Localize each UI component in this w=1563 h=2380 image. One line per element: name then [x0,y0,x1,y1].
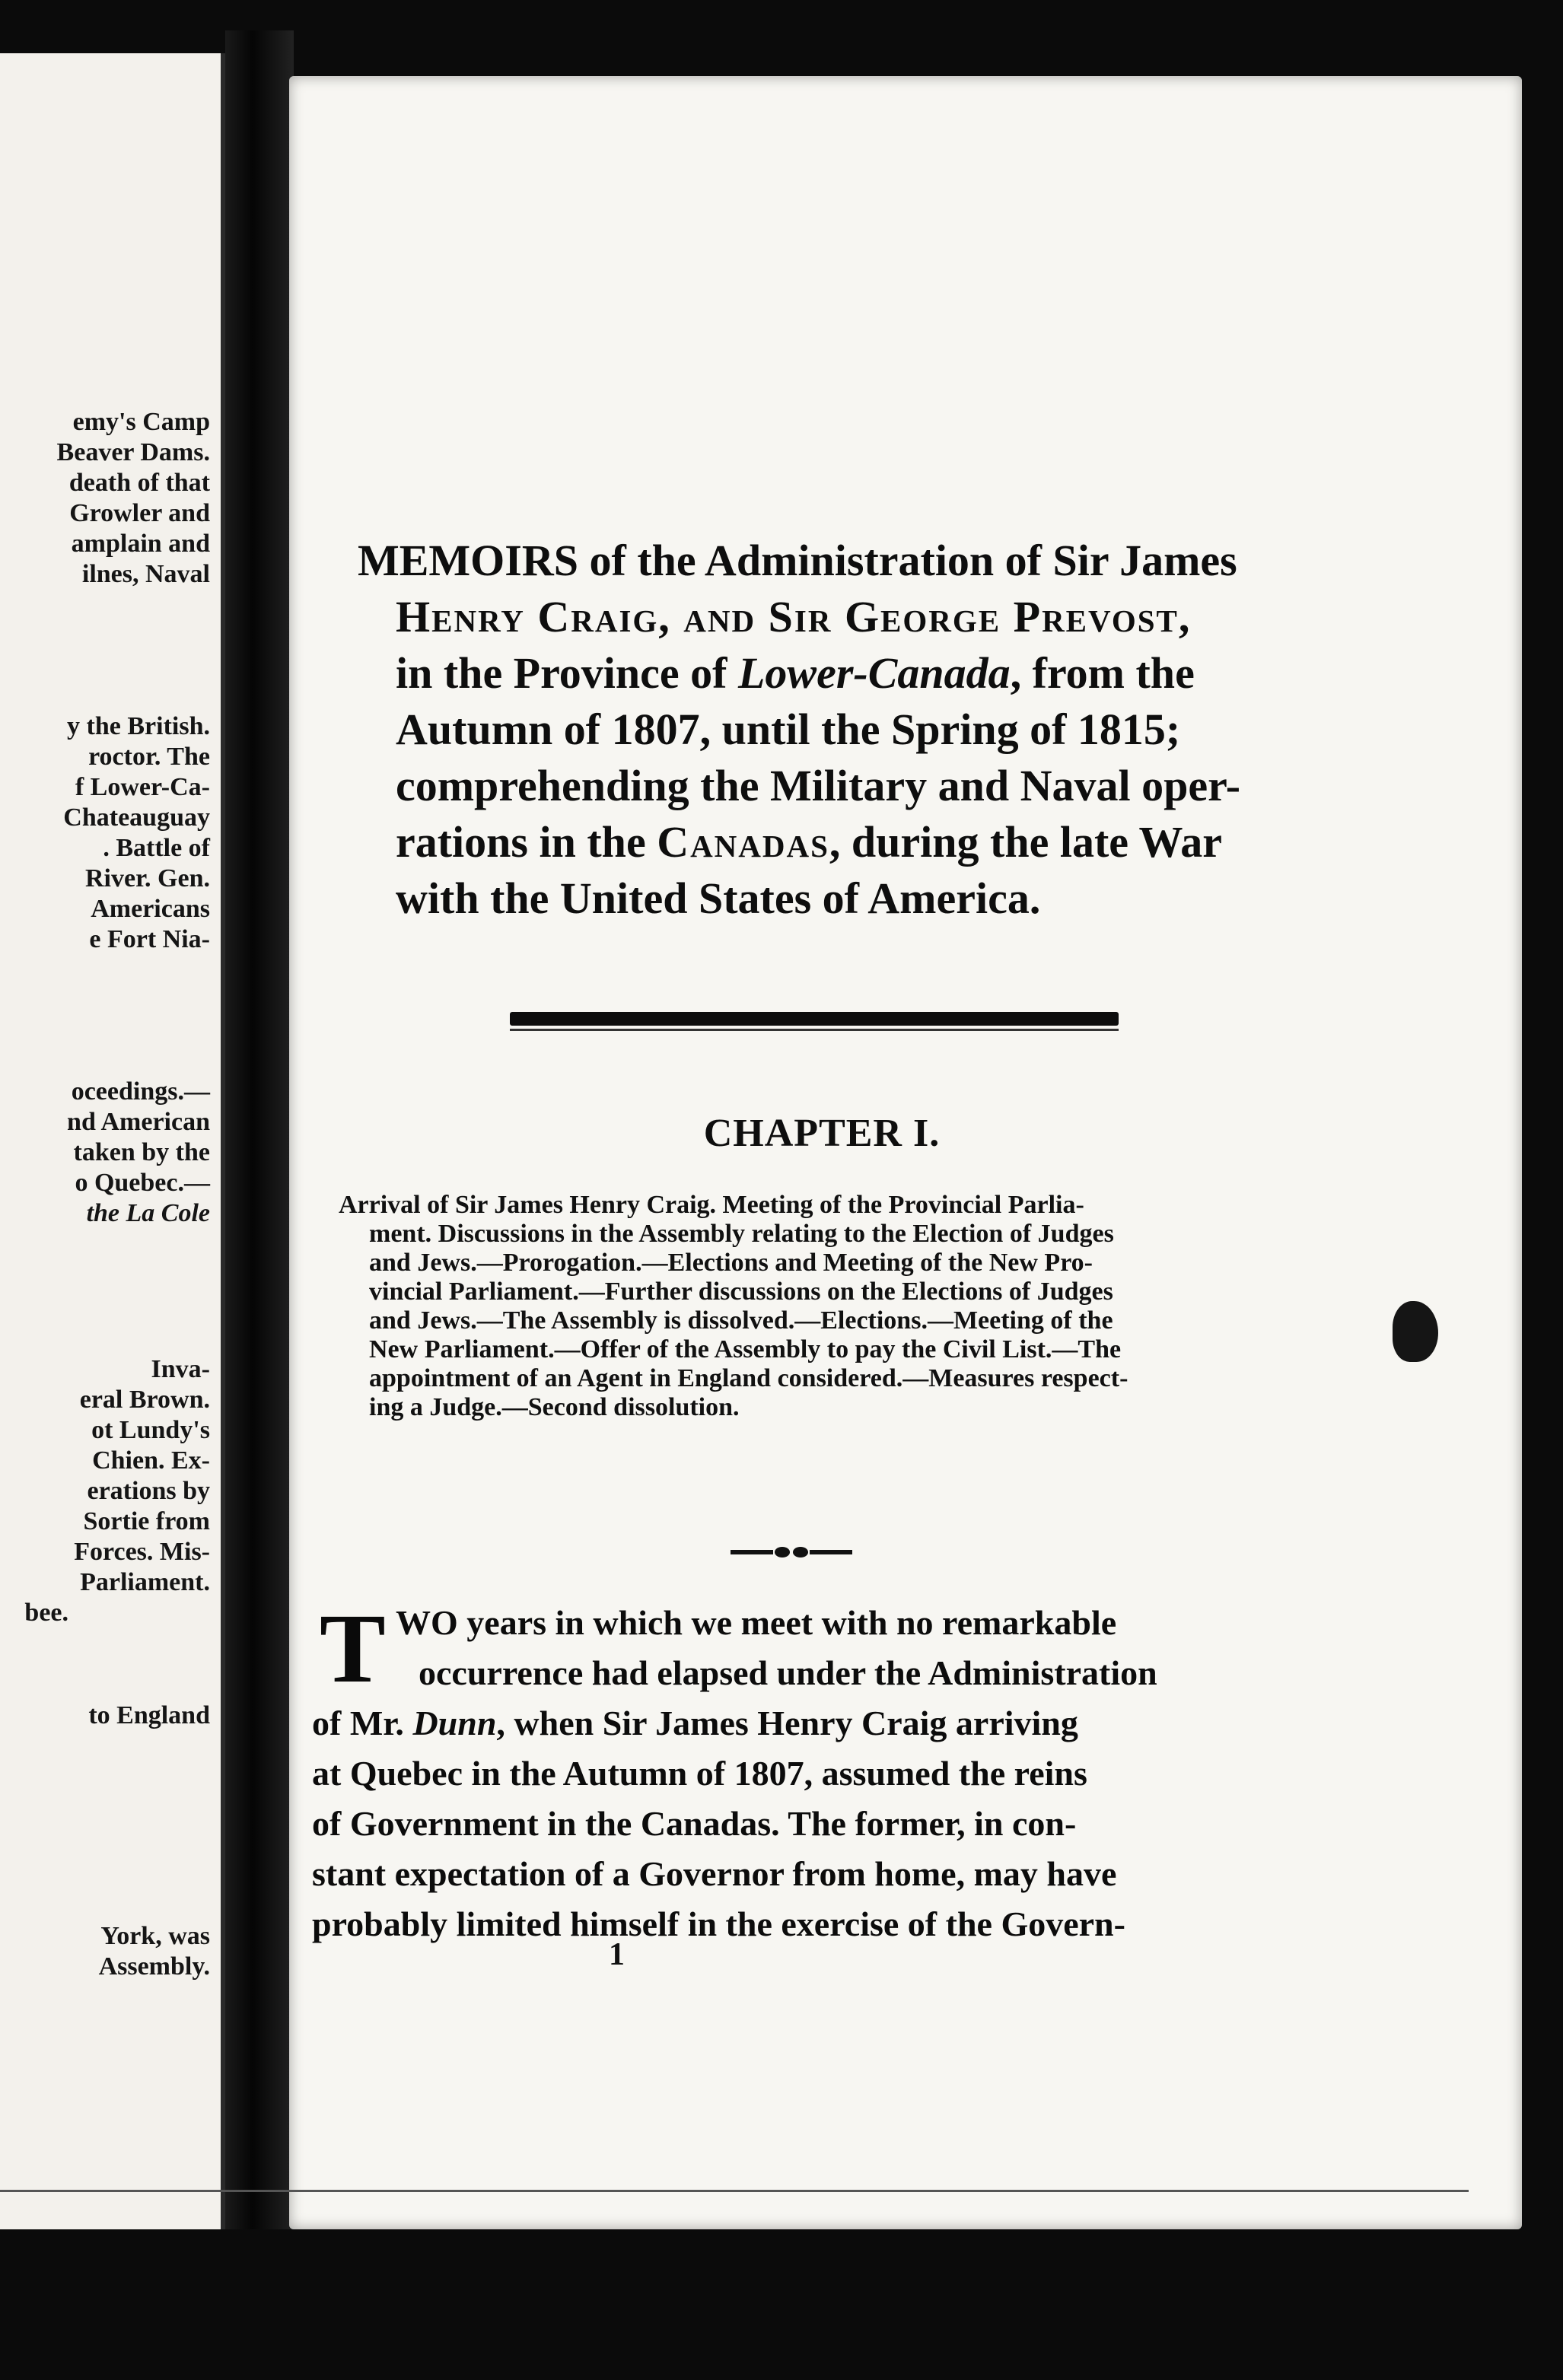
left-text-line: bee. [24,1599,68,1627]
summary-line: ing a Judge.—Second dissolution. [369,1393,740,1421]
title-line-3a: in the Province of [396,648,738,698]
title-rule-thin [510,1029,1119,1031]
summary-line: ment. Discussions in the Assembly relating to the Election of Judges [369,1220,1114,1248]
title-line-3c: , from the [1010,648,1195,698]
left-text-line: amplain and [71,530,210,558]
summary-line: appointment of an Agent in England considered.—Measures respect- [369,1364,1128,1392]
body-line-3a: of Mr. [312,1704,413,1742]
left-text-line: Growler and [69,499,210,527]
left-text-line: o Quebec.— [75,1169,210,1197]
drop-cap: T [320,1594,386,1704]
left-text-line: Americans [91,895,210,923]
left-text-line: Forces. Mis- [74,1538,210,1566]
chapter-heading: CHAPTER I. [703,1112,941,1155]
body-line: occurrence had elapsed under the Administration [419,1653,1157,1692]
left-text-line: roctor. The [88,743,210,771]
left-text-line: f Lower-Ca- [75,773,210,801]
left-text-line: . Battle of [103,834,210,862]
body-line: probably limited himself in the exercise of the Govern- [312,1904,1125,1943]
left-text-line: nd American [67,1108,210,1136]
left-text-line: ot Lundy's [91,1416,210,1444]
title-line-1: MEMOIRS of the Administration of Sir James [358,536,1237,585]
title-line [358,702,1309,758]
title-line-6c: , during the late War [829,817,1223,867]
left-text-line: e Fort Nia- [89,925,210,953]
title-line-6a: rations in the [396,817,657,867]
left-text-line: Inva- [151,1355,210,1383]
left-text-line: oceedings.— [71,1077,210,1106]
title-line [358,870,1309,927]
body-line: of Government in the Canadas. The former, in con- [312,1804,1077,1843]
title-line [358,533,1309,589]
title-line [358,645,1309,702]
title-line [358,589,1309,645]
left-text-line: Sortie from [83,1507,210,1535]
title-line-3b: Lower-Canada [737,648,1011,698]
title-line [358,814,1309,870]
body-paragraph [312,1594,1271,1949]
left-text-line: taken by the [73,1138,210,1166]
summary-line: and Jews.—The Assembly is dissolved.—Elections.—Meeting of the [369,1306,1113,1335]
left-text-line: Parliament. [80,1568,210,1596]
section-ornament [731,1545,852,1560]
left-text-line: y the British. [67,712,210,740]
title-line-2: Henry Craig, and Sir George Prevost, [396,592,1192,641]
summary-line: vincial Parliament.—Further discussions on the Elections of Judges [369,1278,1113,1306]
left-text-line: Assembly. [98,1952,210,1981]
left-text-line: Beaver Dams. [56,438,210,466]
left-text-line: River. Gen. [84,864,210,892]
summary-line: Arrival of Sir James Henry Craig. Meeting of the Provincial Parlia- [339,1191,1084,1219]
book-gutter [225,30,294,2313]
title-line-5: comprehending the Military and Naval oper- [396,761,1241,810]
page-number: 1 [609,1937,625,1972]
previous-page-strip [0,53,225,2229]
title-line [358,758,1309,814]
title-block [358,533,1309,927]
left-text-line: York, was [100,1922,210,1950]
left-text-line: death of that [68,469,210,497]
body-line-3c: , when Sir James Henry Craig arriving [496,1704,1078,1742]
ink-blot [1393,1301,1438,1362]
left-text-line: ilnes, Naval [81,560,210,588]
body-line-3b: Dunn [412,1704,497,1742]
left-text-line: emy's Camp [72,408,210,436]
title-line-4: Autumn of 1807, until the Spring of 1815; [396,705,1181,754]
body-line: WO years in which we meet with no remarkable [396,1603,1117,1642]
chapter-summary [339,1191,1282,1422]
left-text-line: to England [88,1701,210,1729]
summary-line: and Jews.—Prorogation.—Elections and Meeting of the New Pro- [369,1249,1093,1277]
body-line: stant expectation of a Governor from home, may have [312,1854,1117,1893]
summary-line: New Parliament.—Offer of the Assembly to pay the Civil List.—The [369,1335,1122,1363]
title-line-6b: Canadas [657,817,829,867]
title-rule [510,1012,1119,1026]
title-line-7: with the United States of America. [396,873,1041,923]
page-bottom-rule [0,2190,1469,2192]
body-line: at Quebec in the Autumn of 1807, assumed the reins [312,1754,1087,1793]
left-text-line: the La Cole [86,1199,210,1227]
scan-bottom-border [0,2229,1563,2380]
left-text-line: erations by [87,1477,210,1505]
body-line [312,1698,1271,1748]
left-text-line: eral Brown. [79,1386,210,1414]
left-text-line: Chateauguay [63,803,210,832]
left-text-line: Chien. Ex- [92,1446,210,1475]
